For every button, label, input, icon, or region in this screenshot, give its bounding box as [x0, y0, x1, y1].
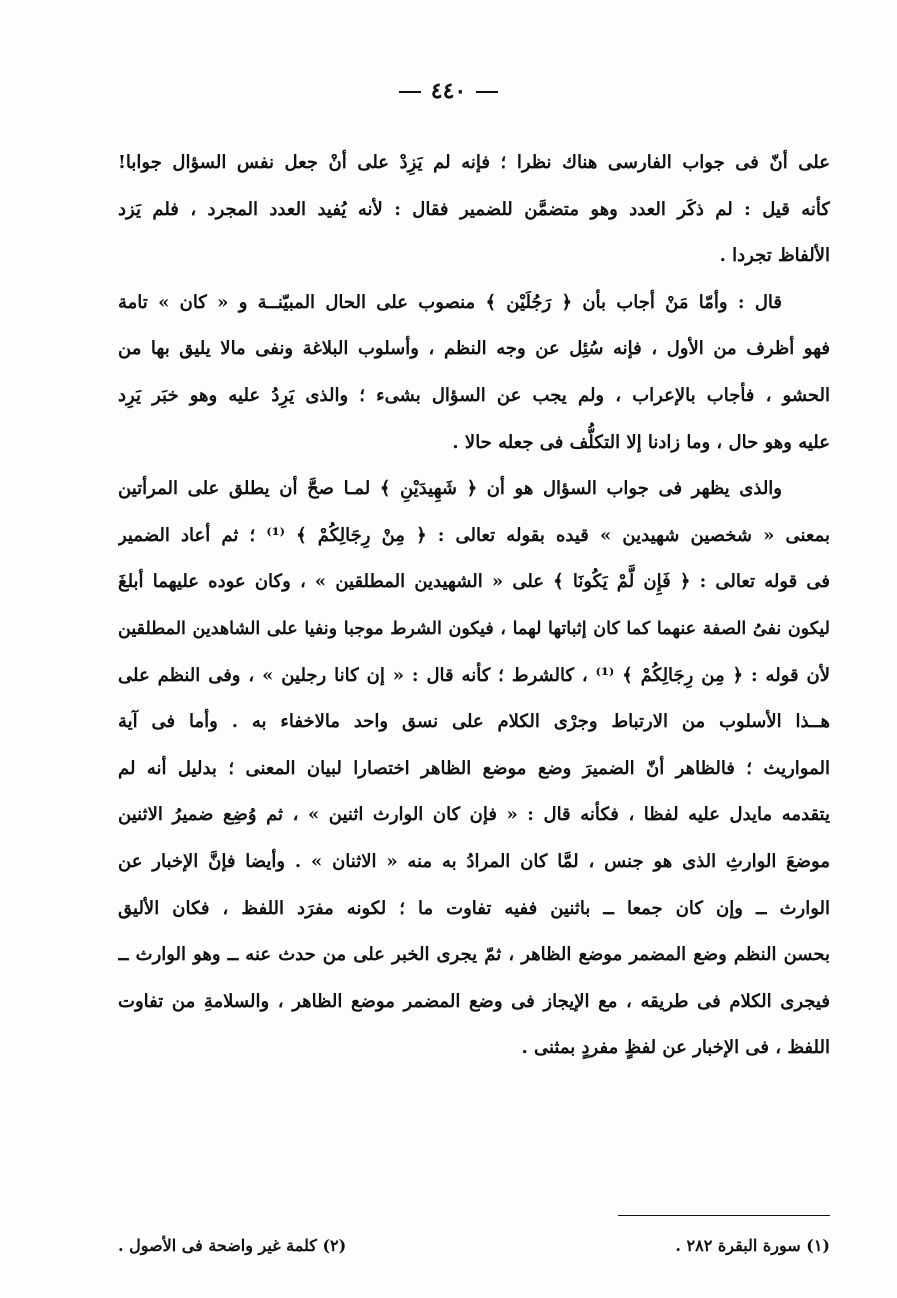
page-number-header [0, 78, 897, 104]
paragraph [118, 140, 830, 280]
text-line: موضعَ الوارثِ الذى هو جنس ، لمَّا كان المرادُ به منه « الاثنان » . وأيضا فإنَّ الإخبار عن [118, 850, 830, 872]
body-text [118, 140, 830, 1072]
left-dash [476, 91, 498, 93]
footnote-divider [618, 1215, 830, 1216]
text-line: هــذا الأسلوب من الارتباط وجرْى الكلام على نسق واحد مالاخفاء به . وأما فى آية [118, 711, 830, 733]
footnote-1: (١) سورة البقرة ٢٨٢ . [675, 1236, 830, 1255]
right-dash [399, 91, 421, 93]
text-line: يتقدمه مايدل عليه لفظا ، فكأنه قال : « فإن كان الوارث اثنين » ، ثم وُضِع ضميرُ الاثنين [118, 804, 830, 826]
text-line: المواريث ؛ فالظاهر أنّ الضميرَ وضع موضع الظاهر اختصارا لبيان المعنى ؛ بدليل أنه لم [118, 757, 830, 779]
text-line: بمعنى « شخصين شهيدين » قيده بقوله تعالى : ﴿ مِنْ رِجَالِكُمْ ﴾ ⁽¹⁾ ؛ ثم أعاد الضمير [118, 524, 830, 546]
text-line: والذى يظهر فى جواب السؤال هو أن ﴿ شَهِيدَيْنِ ﴾ لمـا صحَّ أن يطلق على المرأتين [118, 478, 782, 500]
text-line: عليه وهو حال ، وما زادنا إلا التكلُّف فى جعله حالا . [452, 431, 830, 453]
text-line: قال : وأمّا مَنْ أجاب بأن ﴿ رَجُلَيْن ﴾ منصوب على الحال المبيّنــة و « كان » تامة [118, 291, 782, 313]
footnotes [118, 1236, 830, 1255]
page-number: ٤٤٠ [430, 78, 467, 104]
paragraph [118, 280, 830, 466]
text-line: اللفظ ، فى الإخبار عن لفظٍ مفردٍ بمثنى . [521, 1037, 830, 1059]
text-line: فيجرى الكلام فى طريقه ، مع الإيجاز فى وضع المضمر موضع الظاهر ، والسلامةِ من تفاوت [118, 990, 830, 1012]
text-line: فى قوله تعالى : ﴿ فَإِن لَّمْ يَكُونَا ﴾ على « الشهيدين المطلقين » ، وكان عوده عليهما أبلغَ [118, 571, 830, 593]
text-line: الألفاظ تجردا . [719, 245, 830, 267]
text-line: بحسن النظم وضع المضمر موضع الظاهر ، ثمّ يجرى الخبر على من حدث عنه ــ وهو الوارث ــ [118, 944, 830, 966]
text-line: لأن قوله : ﴿ مِن رِجَالِكُمْ ﴾ ⁽¹⁾ ، كالشرط ؛ كأنه قال : « إن كانا رجلين » ، وفى النظم على [118, 664, 830, 686]
text-line: على أنّ فى جواب الفارسى هناك نظرا ؛ فإنه لم يَزِدْ على أنْ جعل نفس السؤال جوابا! [118, 152, 830, 173]
text-line: ليكون نفىُ الصفة عنهما كما كان إثباتها لهما ، فيكون الشرط موجبا ونفيا على الشاهدين المطلقين [118, 618, 830, 639]
text-line: الوارث ــ وإن كان جمعا ــ باثنين ففيه تفاوت ما ؛ لكونه مفرَد اللفظ ، فكان الأليق [118, 897, 830, 919]
text-line: فهو أظرف من الأول ، فإنه سُئِل عن وجه النظم ، وأسلوب البلاغة ونفى مالا يليق بها من [118, 338, 830, 360]
footnote-2: (٢) كلمة غير واضحة فى الأصول . [118, 1236, 347, 1255]
paragraph [118, 466, 830, 1072]
text-line: كأنه قيل : لم ذكَر العدد وهو متضمَّن للضمير فقال : لأنه يُفيد العدد المجرد ، فلم يَزد [118, 198, 830, 220]
text-line: الحشو ، فأجاب بالإعراب ، ولم يجب عن السؤال بشىء ؛ والذى يَرِدُ عليه وهو خبَر يَرِد [118, 384, 830, 406]
